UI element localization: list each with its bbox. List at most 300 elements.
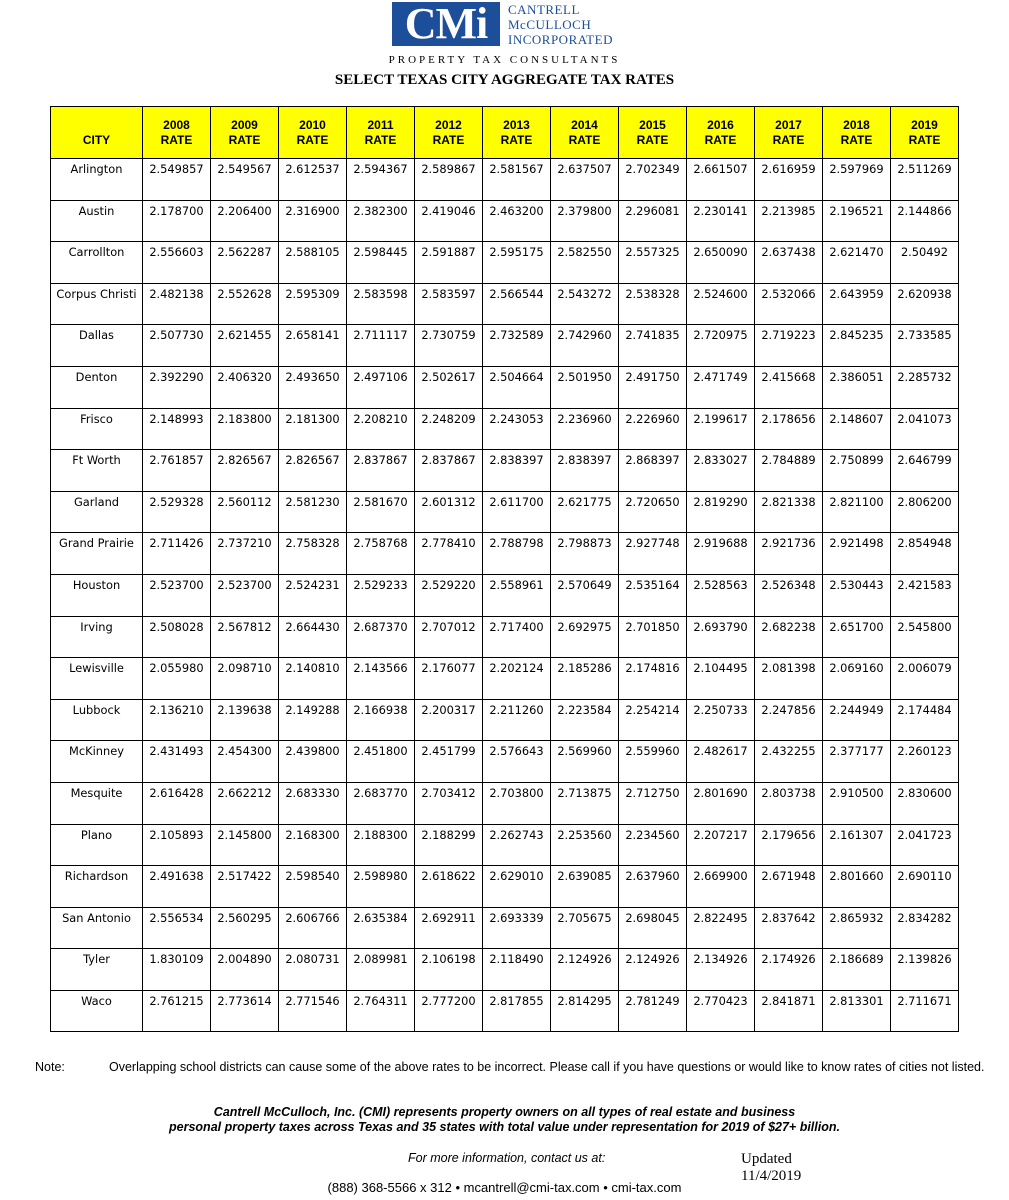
rate-cell: 2.788798 — [483, 533, 551, 575]
rate-cell: 2.134926 — [687, 949, 755, 991]
rate-cell: 2.910500 — [823, 782, 891, 824]
rate-cell: 2.643959 — [823, 283, 891, 325]
rate-cell: 2.254214 — [619, 699, 687, 741]
rate-cell: 2.570649 — [551, 574, 619, 616]
rate-cell: 2.517422 — [211, 866, 279, 908]
rate-cell: 2.583598 — [347, 283, 415, 325]
rate-cell: 2.764311 — [347, 990, 415, 1032]
rate-cell: 2.148993 — [143, 408, 211, 450]
rate-cell: 2.826567 — [279, 450, 347, 492]
rate-cell: 2.223584 — [551, 699, 619, 741]
year-column-header — [483, 107, 551, 159]
rate-cell: 2.386051 — [823, 366, 891, 408]
year-column-header — [211, 107, 279, 159]
rate-cell: 2.174816 — [619, 658, 687, 700]
rate-cell: 2.432255 — [755, 741, 823, 783]
rate-cell: 2.296081 — [619, 200, 687, 242]
rate-cell: 2.801690 — [687, 782, 755, 824]
rate-cell: 2.927748 — [619, 533, 687, 575]
year-column-header — [619, 107, 687, 159]
rate-cell: 2.377177 — [823, 741, 891, 783]
rate-cell: 2.188299 — [415, 824, 483, 866]
rate-cell: 2.711426 — [143, 533, 211, 575]
rate-cell: 2.606766 — [279, 907, 347, 949]
rate-cell: 2.819290 — [687, 491, 755, 533]
rate-cell: 2.742960 — [551, 325, 619, 367]
rate-cell: 2.562287 — [211, 242, 279, 284]
table-row — [51, 782, 959, 824]
table-row — [51, 907, 959, 949]
rate-cell: 2.567812 — [211, 616, 279, 658]
rate-cell: 2.616428 — [143, 782, 211, 824]
rate-cell: 2.552628 — [211, 283, 279, 325]
rate-cell: 2.511269 — [891, 159, 959, 201]
rate-cell: 2.637960 — [619, 866, 687, 908]
rate-cell: 2.834282 — [891, 907, 959, 949]
rate-cell: 2.845235 — [823, 325, 891, 367]
rate-cell: 2.174484 — [891, 699, 959, 741]
rate-cell: 2.683770 — [347, 782, 415, 824]
rate-cell: 2.549857 — [143, 159, 211, 201]
rate-cell: 2.080731 — [279, 949, 347, 991]
rate-cell: 2.621455 — [211, 325, 279, 367]
rate-cell: 2.524600 — [687, 283, 755, 325]
rate-cell: 2.491638 — [143, 866, 211, 908]
rate-cell: 2.006079 — [891, 658, 959, 700]
rate-cell: 2.528563 — [687, 574, 755, 616]
rate-cell: 2.732589 — [483, 325, 551, 367]
rate-cell: 2.497106 — [347, 366, 415, 408]
rate-cell: 2.179656 — [755, 824, 823, 866]
rate-cell: 2.838397 — [483, 450, 551, 492]
table-row — [51, 824, 959, 866]
rate-cell: 2.616959 — [755, 159, 823, 201]
city-cell: Waco — [51, 990, 143, 1032]
table-row — [51, 283, 959, 325]
table-row — [51, 200, 959, 242]
rate-cell: 2.145800 — [211, 824, 279, 866]
rate-cell: 2.865932 — [823, 907, 891, 949]
rate-cell: 2.538328 — [619, 283, 687, 325]
table-row — [51, 408, 959, 450]
rate-label: RATE — [704, 132, 737, 147]
rate-cell: 2.611700 — [483, 491, 551, 533]
rate-cell: 2.104495 — [687, 658, 755, 700]
rate-cell: 2.687370 — [347, 616, 415, 658]
rate-cell: 2.523700 — [143, 574, 211, 616]
rate-cell: 2.200317 — [415, 699, 483, 741]
year-column-header — [279, 107, 347, 159]
table-header-row — [51, 107, 959, 159]
rate-cell: 2.637438 — [755, 242, 823, 284]
updated-label: Updated — [741, 1151, 792, 1167]
rate-cell: 2.199617 — [687, 408, 755, 450]
note-text: Overlapping school districts can cause some of the above rates to be incorrect. Please call if you have questions or would like to know rates of cities not listed. — [109, 1060, 985, 1074]
rate-cell: 2.243053 — [483, 408, 551, 450]
rate-cell: 2.730759 — [415, 325, 483, 367]
rate-cell: 2.771546 — [279, 990, 347, 1032]
rate-cell: 2.919688 — [687, 533, 755, 575]
rate-cell: 2.637507 — [551, 159, 619, 201]
table-row — [51, 616, 959, 658]
city-cell: Lewisville — [51, 658, 143, 700]
rate-cell: 2.186689 — [823, 949, 891, 991]
rate-cell: 2.439800 — [279, 741, 347, 783]
rate-cell: 2.185286 — [551, 658, 619, 700]
table-row — [51, 159, 959, 201]
rate-cell: 2.635384 — [347, 907, 415, 949]
rate-cell: 2.583597 — [415, 283, 483, 325]
year-column-header — [551, 107, 619, 159]
rate-cell: 2.508028 — [143, 616, 211, 658]
rate-cell: 2.758768 — [347, 533, 415, 575]
city-cell: Dallas — [51, 325, 143, 367]
rate-cell: 2.529220 — [415, 574, 483, 616]
rate-cell: 2.202124 — [483, 658, 551, 700]
rate-cell: 2.837642 — [755, 907, 823, 949]
rate-cell: 2.118490 — [483, 949, 551, 991]
rate-cell: 2.629010 — [483, 866, 551, 908]
rate-cell: 2.693339 — [483, 907, 551, 949]
rate-cell: 2.560295 — [211, 907, 279, 949]
rate-cell: 2.501950 — [551, 366, 619, 408]
city-cell: Garland — [51, 491, 143, 533]
city-cell: San Antonio — [51, 907, 143, 949]
rate-cell: 1.830109 — [143, 949, 211, 991]
rate-cell: 2.168300 — [279, 824, 347, 866]
rate-cell: 2.248209 — [415, 408, 483, 450]
table-row — [51, 242, 959, 284]
table-row — [51, 325, 959, 367]
rate-cell: 2.166938 — [347, 699, 415, 741]
table-row — [51, 949, 959, 991]
city-cell: Irving — [51, 616, 143, 658]
company-subtitle: PROPERTY TAX CONSULTANTS — [388, 54, 621, 66]
rate-cell: 2.705675 — [551, 907, 619, 949]
rate-cell: 2.234560 — [619, 824, 687, 866]
rate-cell: 2.451800 — [347, 741, 415, 783]
year-label: 2016 — [707, 117, 734, 132]
rate-cell: 2.711671 — [891, 990, 959, 1032]
rate-cell: 2.419046 — [415, 200, 483, 242]
rate-cell: 2.559960 — [619, 741, 687, 783]
rate-cell: 2.711117 — [347, 325, 415, 367]
rate-cell: 2.557325 — [619, 242, 687, 284]
rate-cell: 2.761215 — [143, 990, 211, 1032]
rate-cell: 2.098710 — [211, 658, 279, 700]
rate-cell: 2.041723 — [891, 824, 959, 866]
rate-cell: 2.589867 — [415, 159, 483, 201]
rate-cell: 2.595175 — [483, 242, 551, 284]
rate-cell: 2.581567 — [483, 159, 551, 201]
rate-cell: 2.597969 — [823, 159, 891, 201]
rate-cell: 2.618622 — [415, 866, 483, 908]
year-column-header — [143, 107, 211, 159]
rate-cell: 2.693790 — [687, 616, 755, 658]
rate-cell: 2.701850 — [619, 616, 687, 658]
rate-cell: 2.504664 — [483, 366, 551, 408]
year-column-header — [755, 107, 823, 159]
about-line-2: personal property taxes across Texas and 35 states with total value under representation for 2019 of $27+ billion. — [169, 1120, 840, 1134]
rate-cell: 2.50492 — [891, 242, 959, 284]
city-cell: Ft Worth — [51, 450, 143, 492]
rate-cell: 2.260123 — [891, 741, 959, 783]
rate-cell: 2.545800 — [891, 616, 959, 658]
rate-label: RATE — [228, 132, 261, 147]
rate-cell: 2.830600 — [891, 782, 959, 824]
rate-cell: 2.620938 — [891, 283, 959, 325]
rate-cell: 2.262743 — [483, 824, 551, 866]
rate-cell: 2.690110 — [891, 866, 959, 908]
logo-wordmark — [508, 2, 613, 47]
rate-cell: 2.837867 — [415, 450, 483, 492]
rate-cell: 2.244949 — [823, 699, 891, 741]
rate-cell: 2.253560 — [551, 824, 619, 866]
rate-cell: 2.176077 — [415, 658, 483, 700]
rate-cell: 2.507730 — [143, 325, 211, 367]
rate-cell: 2.463200 — [483, 200, 551, 242]
city-cell: Frisco — [51, 408, 143, 450]
rate-cell: 2.285732 — [891, 366, 959, 408]
rate-cell: 2.801660 — [823, 866, 891, 908]
year-label: 2009 — [231, 117, 258, 132]
year-label: 2015 — [639, 117, 666, 132]
rate-cell: 2.316900 — [279, 200, 347, 242]
rate-cell: 2.482617 — [687, 741, 755, 783]
rate-cell: 2.188300 — [347, 824, 415, 866]
more-info-text: For more information, contact us at: — [408, 1151, 606, 1165]
city-cell: Houston — [51, 574, 143, 616]
table-row — [51, 658, 959, 700]
rate-cell: 2.524231 — [279, 574, 347, 616]
rate-cell: 2.566544 — [483, 283, 551, 325]
city-column-header: CITY — [51, 107, 143, 159]
rate-cell: 2.081398 — [755, 658, 823, 700]
rate-cell: 2.493650 — [279, 366, 347, 408]
rate-cell: 2.778410 — [415, 533, 483, 575]
rate-cell: 2.421583 — [891, 574, 959, 616]
table-row — [51, 866, 959, 908]
rate-cell: 2.683330 — [279, 782, 347, 824]
rate-cell: 2.646799 — [891, 450, 959, 492]
rate-cell: 2.777200 — [415, 990, 483, 1032]
rate-cell: 2.591887 — [415, 242, 483, 284]
rate-cell: 2.821338 — [755, 491, 823, 533]
rate-cell: 2.148607 — [823, 408, 891, 450]
rate-cell: 2.720650 — [619, 491, 687, 533]
rate-cell: 2.482138 — [143, 283, 211, 325]
rate-cell: 2.921736 — [755, 533, 823, 575]
rate-cell: 2.208210 — [347, 408, 415, 450]
table-row — [51, 533, 959, 575]
rate-cell: 2.392290 — [143, 366, 211, 408]
about-line-1: Cantrell McCulloch, Inc. (CMI) represents property owners on all types of real estate and business — [213, 1105, 796, 1119]
logo-mark: CMi — [392, 2, 500, 46]
rate-cell: 2.581670 — [347, 491, 415, 533]
rate-cell: 2.758328 — [279, 533, 347, 575]
rate-cell: 2.560112 — [211, 491, 279, 533]
rate-cell: 2.712750 — [619, 782, 687, 824]
city-cell: Lubbock — [51, 699, 143, 741]
year-column-header — [687, 107, 755, 159]
rate-cell: 2.144866 — [891, 200, 959, 242]
note-label: Note: — [35, 1060, 65, 1074]
rate-cell: 2.761857 — [143, 450, 211, 492]
updated-date: 11/4/2019 — [741, 1168, 802, 1184]
rate-cell: 2.750899 — [823, 450, 891, 492]
rate-cell: 2.692975 — [551, 616, 619, 658]
rate-cell: 2.582550 — [551, 242, 619, 284]
rate-cell: 2.379800 — [551, 200, 619, 242]
table-row — [51, 574, 959, 616]
rate-cell: 2.529328 — [143, 491, 211, 533]
rate-cell: 2.669900 — [687, 866, 755, 908]
rate-cell: 2.532066 — [755, 283, 823, 325]
rate-cell: 2.595309 — [279, 283, 347, 325]
rate-label: RATE — [296, 132, 329, 147]
table-body — [51, 159, 959, 1032]
rate-cell: 2.415668 — [755, 366, 823, 408]
rate-cell: 2.535164 — [619, 574, 687, 616]
rate-cell: 2.719223 — [755, 325, 823, 367]
city-cell: Austin — [51, 200, 143, 242]
rate-cell: 2.491750 — [619, 366, 687, 408]
rate-cell: 2.813301 — [823, 990, 891, 1032]
rate-cell: 2.558961 — [483, 574, 551, 616]
rate-label: RATE — [840, 132, 873, 147]
rate-cell: 2.139638 — [211, 699, 279, 741]
rate-label: RATE — [636, 132, 669, 147]
year-label: 2011 — [367, 117, 394, 132]
rate-cell: 2.106198 — [415, 949, 483, 991]
rate-cell: 2.207217 — [687, 824, 755, 866]
rate-cell: 2.806200 — [891, 491, 959, 533]
rate-cell: 2.055980 — [143, 658, 211, 700]
rate-cell: 2.181300 — [279, 408, 347, 450]
company-logo — [392, 2, 622, 50]
rate-cell: 2.662212 — [211, 782, 279, 824]
rate-cell: 2.741835 — [619, 325, 687, 367]
city-cell: Corpus Christi — [51, 283, 143, 325]
rate-label: RATE — [432, 132, 465, 147]
rate-cell: 2.598445 — [347, 242, 415, 284]
year-label: 2012 — [435, 117, 462, 132]
logo-line-2: McCULLOCH — [508, 17, 592, 32]
rate-label: RATE — [364, 132, 397, 147]
rate-cell: 2.639085 — [551, 866, 619, 908]
rate-cell: 2.651700 — [823, 616, 891, 658]
rate-cell: 2.773614 — [211, 990, 279, 1032]
rate-cell: 2.250733 — [687, 699, 755, 741]
rate-cell: 2.803738 — [755, 782, 823, 824]
rate-cell: 2.451799 — [415, 741, 483, 783]
rate-cell: 2.770423 — [687, 990, 755, 1032]
rate-cell: 2.838397 — [551, 450, 619, 492]
rate-cell: 2.798873 — [551, 533, 619, 575]
rate-cell: 2.707012 — [415, 616, 483, 658]
rate-cell: 2.502617 — [415, 366, 483, 408]
rate-cell: 2.720975 — [687, 325, 755, 367]
city-cell: Denton — [51, 366, 143, 408]
year-label: 2008 — [163, 117, 190, 132]
rate-cell: 2.822495 — [687, 907, 755, 949]
rate-cell: 2.213985 — [755, 200, 823, 242]
rate-label: RATE — [908, 132, 941, 147]
rate-cell: 2.814295 — [551, 990, 619, 1032]
rate-cell: 2.124926 — [551, 949, 619, 991]
rate-cell: 2.594367 — [347, 159, 415, 201]
rate-cell: 2.692911 — [415, 907, 483, 949]
rate-cell: 2.178656 — [755, 408, 823, 450]
table-row — [51, 741, 959, 783]
rate-cell: 2.576643 — [483, 741, 551, 783]
rate-cell: 2.211260 — [483, 699, 551, 741]
rate-cell: 2.206400 — [211, 200, 279, 242]
rate-cell: 2.124926 — [619, 949, 687, 991]
rate-cell: 2.136210 — [143, 699, 211, 741]
rate-cell: 2.549567 — [211, 159, 279, 201]
tax-rate-table — [50, 106, 959, 1032]
rate-cell: 2.569960 — [551, 741, 619, 783]
city-cell: Arlington — [51, 159, 143, 201]
city-cell: Grand Prairie — [51, 533, 143, 575]
rate-cell: 2.588105 — [279, 242, 347, 284]
rate-cell: 2.658141 — [279, 325, 347, 367]
rate-cell: 2.089981 — [347, 949, 415, 991]
rate-cell: 2.529233 — [347, 574, 415, 616]
rate-label: RATE — [568, 132, 601, 147]
rate-cell: 2.737210 — [211, 533, 279, 575]
rate-cell: 2.671948 — [755, 866, 823, 908]
rate-cell: 2.733585 — [891, 325, 959, 367]
rate-cell: 2.841871 — [755, 990, 823, 1032]
rate-cell: 2.178700 — [143, 200, 211, 242]
rate-cell: 2.149288 — [279, 699, 347, 741]
rate-cell: 2.702349 — [619, 159, 687, 201]
rate-cell: 2.139826 — [891, 949, 959, 991]
rate-cell: 2.431493 — [143, 741, 211, 783]
rate-label: RATE — [772, 132, 805, 147]
rate-cell: 2.784889 — [755, 450, 823, 492]
rate-cell: 2.247856 — [755, 699, 823, 741]
city-cell: McKinney — [51, 741, 143, 783]
city-cell: Carrollton — [51, 242, 143, 284]
rate-cell: 2.183800 — [211, 408, 279, 450]
city-cell: Richardson — [51, 866, 143, 908]
rate-cell: 2.174926 — [755, 949, 823, 991]
rate-cell: 2.230141 — [687, 200, 755, 242]
city-cell: Tyler — [51, 949, 143, 991]
rate-cell: 2.817855 — [483, 990, 551, 1032]
rate-cell: 2.837867 — [347, 450, 415, 492]
rate-cell: 2.868397 — [619, 450, 687, 492]
rate-cell: 2.621775 — [551, 491, 619, 533]
rate-cell: 2.105893 — [143, 824, 211, 866]
year-column-header — [347, 107, 415, 159]
year-label: 2010 — [299, 117, 326, 132]
year-column-header — [823, 107, 891, 159]
rate-cell: 2.140810 — [279, 658, 347, 700]
rate-cell: 2.661507 — [687, 159, 755, 201]
rate-cell: 2.612537 — [279, 159, 347, 201]
rate-cell: 2.698045 — [619, 907, 687, 949]
rate-cell: 2.703800 — [483, 782, 551, 824]
rate-cell: 2.703412 — [415, 782, 483, 824]
rate-cell: 2.236960 — [551, 408, 619, 450]
city-cell: Plano — [51, 824, 143, 866]
rate-label: RATE — [160, 132, 193, 147]
rate-cell: 2.556603 — [143, 242, 211, 284]
